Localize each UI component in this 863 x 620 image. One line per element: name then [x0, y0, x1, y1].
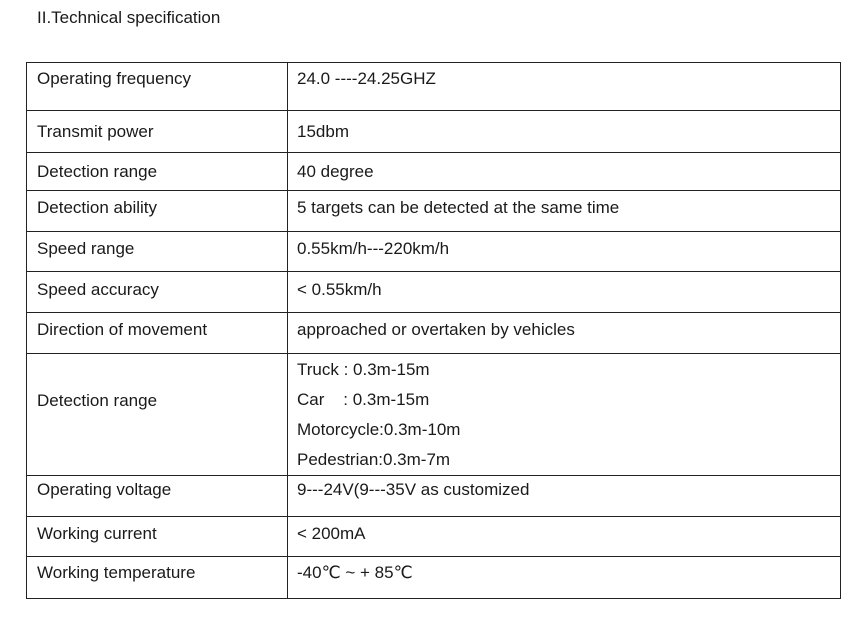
spec-value: 15dbm — [297, 122, 349, 141]
table-row — [27, 354, 841, 476]
spec-label: Detection range — [37, 391, 158, 410]
spec-value-cell — [288, 313, 841, 354]
spec-label-cell — [27, 557, 288, 599]
table-row — [27, 153, 841, 191]
spec-value: 0.55km/h---220km/h — [297, 239, 450, 258]
spec-label: Operating voltage — [37, 480, 172, 499]
detection-range-motorcycle: Motorcycle:0.3m-10m — [297, 420, 461, 439]
section-heading: II.Technical specification — [37, 8, 221, 27]
table-row — [27, 191, 841, 232]
spec-label: Operating frequency — [37, 69, 192, 88]
spec-label-cell — [27, 272, 288, 313]
table-row — [27, 476, 841, 517]
spec-label-cell — [27, 153, 288, 191]
table-row — [27, 313, 841, 354]
spec-value: < 0.55km/h — [297, 280, 382, 299]
spec-value: -40℃ ~ + 85℃ — [297, 563, 413, 582]
table-row — [27, 111, 841, 153]
spec-value: 24.0 ----24.25GHZ — [297, 69, 436, 88]
spec-label-cell — [27, 313, 288, 354]
spec-value-cell — [288, 272, 841, 313]
table-row — [27, 232, 841, 272]
spec-value-cell — [288, 111, 841, 153]
spec-label-cell — [27, 476, 288, 517]
spec-label: Direction of movement — [37, 320, 208, 339]
spec-label-cell — [27, 232, 288, 272]
detection-range-car: Car : 0.3m-15m — [297, 390, 430, 409]
spec-value-cell — [288, 191, 841, 232]
spec-value: < 200mA — [297, 524, 366, 543]
spec-table — [26, 62, 841, 599]
spec-label-cell — [27, 517, 288, 557]
spec-value-cell — [288, 557, 841, 599]
spec-value-cell — [288, 517, 841, 557]
table-row — [27, 517, 841, 557]
table-row — [27, 272, 841, 313]
spec-label: Working current — [37, 524, 157, 543]
spec-label: Detection range — [37, 162, 158, 181]
table-row — [27, 63, 841, 111]
spec-label: Detection ability — [37, 198, 158, 217]
spec-value: 9---24V(9---35V as customized — [297, 480, 530, 499]
spec-label: Speed range — [37, 239, 135, 258]
spec-label-cell — [27, 354, 288, 476]
detection-range-truck: Truck : 0.3m-15m — [297, 360, 430, 379]
spec-value-cell — [288, 354, 841, 476]
spec-label: Working temperature — [37, 563, 196, 582]
spec-label: Transmit power — [37, 122, 154, 141]
spec-label-cell — [27, 63, 288, 111]
table-row — [27, 557, 841, 599]
spec-value-cell — [288, 232, 841, 272]
spec-value: 5 targets can be detected at the same time — [297, 198, 620, 217]
spec-label: Speed accuracy — [37, 280, 159, 299]
spec-value: approached or overtaken by vehicles — [297, 320, 575, 339]
detection-range-pedestrian: Pedestrian:0.3m-7m — [297, 450, 451, 469]
spec-value-cell — [288, 476, 841, 517]
spec-value-list — [288, 354, 840, 475]
spec-value-cell — [288, 153, 841, 191]
spec-value-cell — [288, 63, 841, 111]
spec-value: 40 degree — [297, 162, 374, 181]
spec-label-cell — [27, 191, 288, 232]
spec-label-cell — [27, 111, 288, 153]
